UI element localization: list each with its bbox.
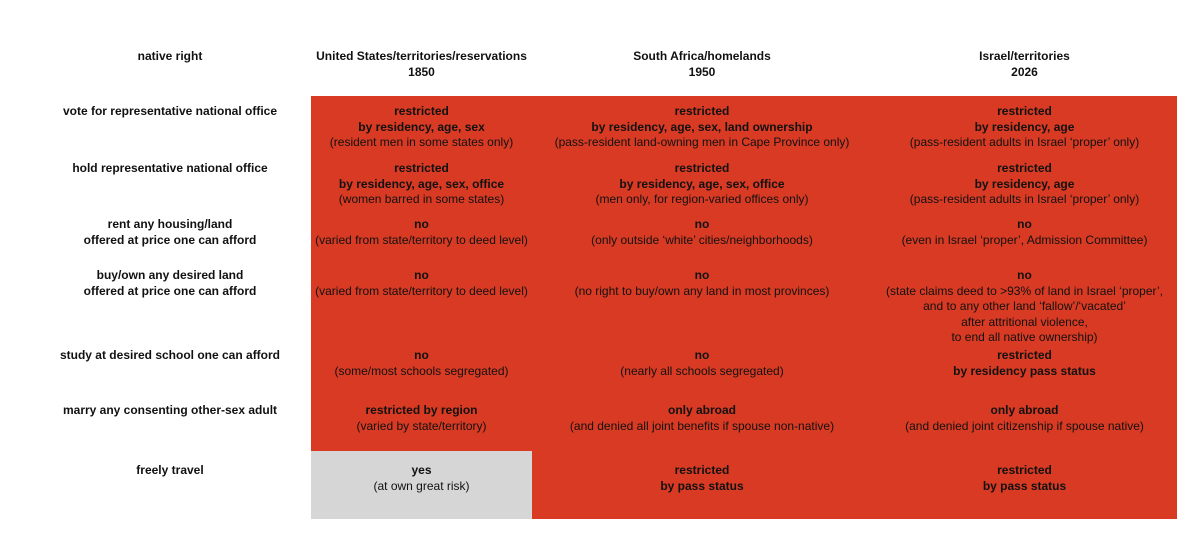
- row-label: [30, 268, 310, 299]
- row-label-line: freely travel: [136, 463, 204, 477]
- cell-status: by pass status: [982, 478, 1067, 493]
- cell-sa: [532, 217, 872, 248]
- cell-sa: [532, 104, 872, 151]
- cell-status: restricted: [394, 161, 449, 175]
- cell-us: [311, 104, 532, 151]
- cell-status: only abroad: [990, 403, 1059, 417]
- row-label: [30, 403, 310, 419]
- cell-sa: [532, 348, 872, 379]
- cell-isr: [872, 463, 1177, 494]
- row-label-line: study at desired school one can afford: [59, 348, 281, 362]
- cell-status: restricted: [674, 161, 730, 175]
- header-year: 1850: [408, 64, 435, 79]
- row-label: [30, 463, 310, 479]
- row-label-line: marry any consenting other-sex adult: [62, 403, 278, 417]
- cell-status: restricted: [674, 104, 730, 118]
- cell-note: (at own great risk): [373, 478, 470, 493]
- header-title: United States/territories/reservations: [316, 49, 527, 63]
- cell-note: (pass-resident adults in Israel ‘proper’ only): [909, 192, 1140, 206]
- cell-note: (varied by state/territory): [356, 418, 487, 433]
- header-title: Israel/territories: [979, 49, 1070, 63]
- cell-status: by residency, age, sex: [358, 119, 485, 134]
- row-label-line: rent any housing/land: [107, 217, 233, 231]
- cell-note: (even in Israel ‘proper’, Admission Committee): [901, 232, 1148, 247]
- row-label: [30, 348, 310, 364]
- header-label: native right: [137, 49, 203, 63]
- cell-status: yes: [411, 463, 432, 477]
- cell-note: (state claims deed to >93% of land in Israel ‘proper’,: [886, 283, 1163, 298]
- header-south-africa: [532, 49, 872, 80]
- cell-note: (no right to buy/own any land in most provinces): [574, 283, 830, 298]
- cell-status: only abroad: [667, 403, 736, 417]
- cell-status: restricted: [997, 463, 1052, 477]
- cell-status: no: [694, 348, 710, 362]
- header-united-states: [311, 49, 532, 80]
- cell-us: [311, 161, 532, 208]
- cell-us: [311, 348, 532, 379]
- row-label-line: offered at price one can afford: [83, 283, 257, 298]
- cell-isr: [872, 161, 1177, 208]
- cell-status: by residency, age: [974, 119, 1075, 134]
- cell-isr: [872, 104, 1177, 151]
- cell-status: restricted: [674, 463, 730, 477]
- cell-status: restricted: [394, 104, 449, 118]
- cell-status: no: [694, 217, 710, 231]
- row-label: [30, 104, 310, 120]
- row-label-line: vote for representative national office: [62, 104, 278, 118]
- cell-note: (some/most schools segregated): [334, 363, 509, 378]
- cell-us: [311, 403, 532, 434]
- cell-note: (pass-resident land-owning men in Cape Province only): [554, 135, 850, 149]
- cell-note: (varied from state/territory to deed level): [315, 283, 528, 298]
- header-year: 1950: [688, 64, 716, 79]
- cell-isr: [872, 217, 1177, 248]
- cell-us: [311, 463, 532, 494]
- cell-note: (resident men in some states only): [329, 135, 514, 149]
- row-label-line: offered at price one can afford: [83, 232, 257, 247]
- cell-status: no: [1017, 268, 1032, 282]
- cell-note: to end all native ownership): [951, 330, 1098, 344]
- cell-status: restricted: [997, 161, 1052, 175]
- row-label-line: hold representative national office: [72, 161, 268, 175]
- cell-status: restricted: [997, 348, 1052, 362]
- header-year: 2026: [1011, 64, 1038, 79]
- header-title: South Africa/homelands: [633, 49, 771, 63]
- cell-status: no: [414, 348, 429, 362]
- cell-isr: [872, 348, 1177, 379]
- cell-status: by residency, age, sex, office: [619, 176, 785, 191]
- cell-note: (nearly all schools segregated): [620, 363, 784, 378]
- row-label: [30, 161, 310, 177]
- cell-status: no: [694, 268, 710, 282]
- cell-note: (pass-resident adults in Israel ‘proper’ only): [909, 135, 1140, 149]
- cell-sa: [532, 161, 872, 208]
- cell-isr: [872, 268, 1177, 346]
- cell-status: by pass status: [660, 478, 744, 493]
- cell-note: (women barred in some states): [338, 192, 505, 206]
- cell-us: [311, 268, 532, 299]
- cell-sa: [532, 268, 872, 299]
- cell-status: by residency, age: [974, 176, 1075, 191]
- cell-status: by residency pass status: [953, 363, 1096, 378]
- cell-status: by residency, age, sex, office: [338, 176, 505, 191]
- cell-status: restricted by region: [365, 403, 478, 417]
- cell-isr: [872, 403, 1177, 434]
- row-label: [30, 217, 310, 248]
- cell-note: (varied from state/territory to deed level): [315, 232, 528, 247]
- cell-status: no: [414, 217, 429, 231]
- cell-note: (and denied joint citizenship if spouse native): [905, 418, 1144, 433]
- cell-status: no: [1017, 217, 1032, 231]
- cell-status: restricted: [997, 104, 1052, 118]
- header-israel: [872, 49, 1177, 80]
- row-label-line: buy/own any desired land: [96, 268, 244, 282]
- cell-us: [311, 217, 532, 248]
- cell-sa: [532, 403, 872, 434]
- cell-note: (men only, for region-varied offices only): [595, 192, 809, 206]
- cell-note: and to any other land ‘fallow’/‘vacated’: [923, 299, 1126, 313]
- cell-note: after attritional violence,: [961, 314, 1088, 329]
- cell-sa: [532, 463, 872, 494]
- cell-status: by residency, age, sex, land ownership: [591, 119, 813, 134]
- header-native-right: [30, 49, 310, 65]
- cell-note: (and denied all joint benefits if spouse non-native): [569, 418, 835, 433]
- cell-status: no: [414, 268, 429, 282]
- cell-note: (only outside ‘white’ cities/neighborhoods): [591, 232, 813, 247]
